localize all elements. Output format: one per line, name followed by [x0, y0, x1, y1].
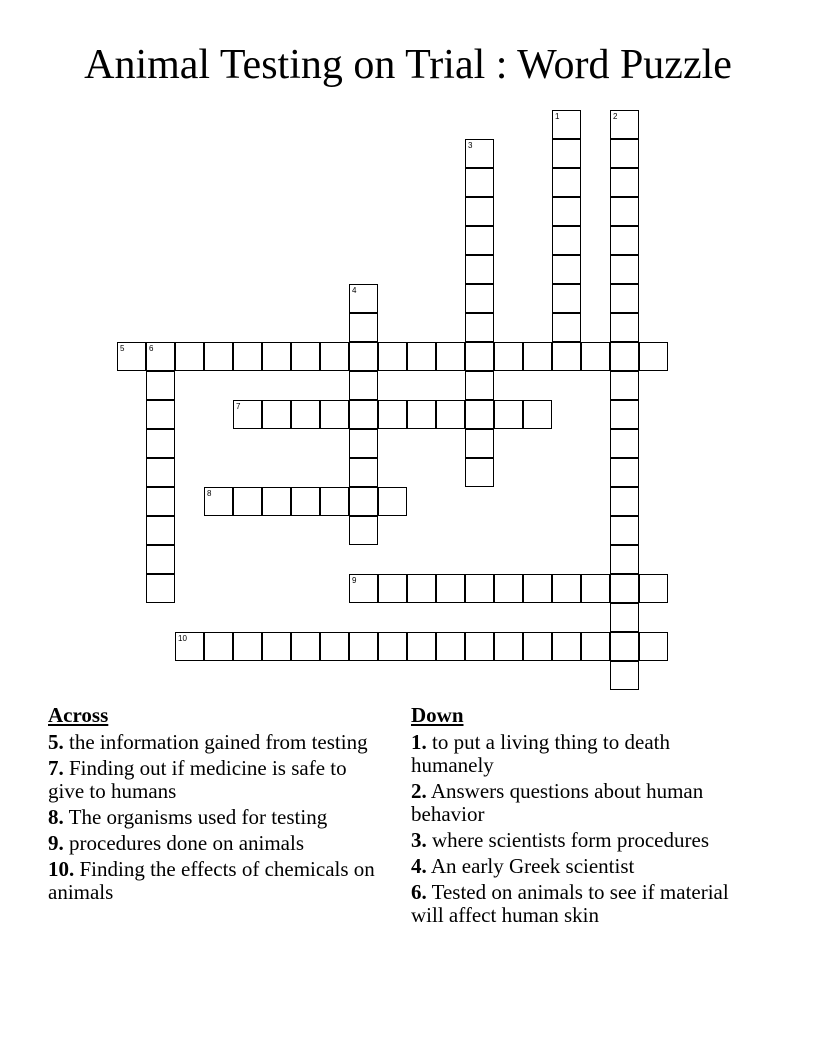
grid-cell[interactable]	[146, 516, 175, 545]
grid-cell[interactable]	[523, 400, 552, 429]
grid-cell[interactable]	[610, 255, 639, 284]
grid-cell[interactable]	[320, 632, 349, 661]
grid-cell[interactable]	[349, 313, 378, 342]
grid-cell[interactable]	[146, 371, 175, 400]
clue-number: 3.	[411, 828, 427, 852]
grid-cell[interactable]	[291, 487, 320, 516]
clue-across-10	[48, 858, 388, 904]
grid-cell[interactable]	[465, 458, 494, 487]
grid-cell[interactable]	[465, 197, 494, 226]
grid-cell[interactable]	[552, 110, 581, 139]
clue-number: 6.	[411, 880, 427, 904]
grid-cell[interactable]	[465, 168, 494, 197]
grid-cell[interactable]	[378, 487, 407, 516]
grid-cell[interactable]	[465, 574, 494, 603]
grid-cell[interactable]	[581, 342, 610, 371]
grid-cell[interactable]	[610, 487, 639, 516]
grid-cell[interactable]	[465, 284, 494, 313]
clue-across-5	[48, 731, 388, 754]
grid-cell[interactable]	[639, 632, 668, 661]
grid-cell[interactable]	[349, 400, 378, 429]
cell-number: 8	[207, 489, 212, 498]
grid-cell[interactable]	[465, 255, 494, 284]
cell-number: 4	[352, 286, 357, 295]
grid-cell[interactable]	[465, 371, 494, 400]
grid-cell[interactable]	[552, 168, 581, 197]
grid-cell[interactable]	[610, 342, 639, 371]
grid-cell[interactable]	[610, 197, 639, 226]
grid-cell[interactable]	[465, 429, 494, 458]
grid-cell[interactable]	[494, 632, 523, 661]
puzzle-title: Animal Testing on Trial : Word Puzzle	[84, 42, 732, 88]
grid-cell[interactable]	[523, 632, 552, 661]
grid-cell[interactable]	[146, 400, 175, 429]
grid-cell[interactable]	[610, 313, 639, 342]
grid-cell[interactable]	[465, 226, 494, 255]
clue-across-7	[48, 757, 388, 803]
grid-cell[interactable]	[610, 545, 639, 574]
grid-cell[interactable]	[378, 342, 407, 371]
clue-text: Tested on animals to see if material will affect human skin	[411, 880, 729, 927]
grid-cell[interactable]	[146, 458, 175, 487]
clue-number: 7.	[48, 756, 64, 780]
grid-cell[interactable]	[552, 313, 581, 342]
grid-cell[interactable]	[610, 168, 639, 197]
grid-cell[interactable]	[494, 574, 523, 603]
clue-number: 4.	[411, 854, 427, 878]
clue-text: to put a living thing to death humanely	[411, 730, 670, 777]
cell-number: 7	[236, 402, 241, 411]
grid-cell[interactable]	[233, 400, 262, 429]
grid-cell[interactable]	[639, 342, 668, 371]
grid-cell[interactable]	[349, 458, 378, 487]
clue-number: 8.	[48, 805, 64, 829]
grid-cell[interactable]	[204, 342, 233, 371]
grid-cell[interactable]	[407, 342, 436, 371]
grid-cell[interactable]	[552, 226, 581, 255]
grid-cell[interactable]	[291, 400, 320, 429]
grid-cell[interactable]	[262, 400, 291, 429]
grid-cell[interactable]	[204, 632, 233, 661]
clue-number: 2.	[411, 779, 427, 803]
cell-number: 2	[613, 112, 618, 121]
clue-text: the information gained from testing	[63, 730, 368, 754]
clue-text: The organisms used for testing	[63, 805, 328, 829]
grid-cell[interactable]	[465, 342, 494, 371]
clue-down-2	[411, 780, 731, 826]
grid-cell[interactable]	[349, 516, 378, 545]
grid-cell[interactable]	[204, 487, 233, 516]
grid-cell[interactable]	[610, 139, 639, 168]
grid-cell[interactable]	[610, 632, 639, 661]
grid-cell[interactable]	[494, 342, 523, 371]
clue-text: An early Greek scientist	[426, 854, 635, 878]
grid-cell[interactable]	[262, 342, 291, 371]
grid-cell[interactable]	[291, 342, 320, 371]
grid-cell[interactable]	[552, 255, 581, 284]
down-heading: Down	[411, 703, 464, 727]
down-clues	[411, 704, 731, 930]
grid-cell[interactable]	[552, 632, 581, 661]
grid-cell[interactable]	[465, 313, 494, 342]
grid-cell[interactable]	[407, 400, 436, 429]
clue-text: procedures done on animals	[63, 831, 305, 855]
grid-cell[interactable]	[262, 487, 291, 516]
clue-down-1	[411, 731, 731, 777]
grid-cell[interactable]	[378, 632, 407, 661]
grid-cell[interactable]	[610, 400, 639, 429]
grid-cell[interactable]	[407, 632, 436, 661]
grid-cell[interactable]	[407, 574, 436, 603]
grid-cell[interactable]	[436, 342, 465, 371]
grid-cell[interactable]	[523, 342, 552, 371]
grid-cell[interactable]	[349, 487, 378, 516]
clue-text: where scientists form procedures	[426, 828, 709, 852]
grid-cell[interactable]	[349, 429, 378, 458]
grid-cell[interactable]	[610, 661, 639, 690]
grid-cell[interactable]	[233, 632, 262, 661]
grid-cell[interactable]	[175, 342, 204, 371]
clue-text: Finding the effects of chemicals on animals	[48, 857, 375, 904]
grid-cell[interactable]	[465, 139, 494, 168]
grid-cell[interactable]	[146, 545, 175, 574]
grid-cell[interactable]	[639, 574, 668, 603]
grid-cell[interactable]	[291, 632, 320, 661]
grid-cell[interactable]	[552, 197, 581, 226]
grid-cell[interactable]	[581, 574, 610, 603]
grid-cell[interactable]	[465, 632, 494, 661]
grid-cell[interactable]	[436, 632, 465, 661]
clue-down-4	[411, 855, 731, 878]
clue-down-3	[411, 829, 731, 852]
grid-cell[interactable]	[349, 284, 378, 313]
grid-cell[interactable]	[523, 574, 552, 603]
grid-cell[interactable]	[465, 400, 494, 429]
grid-cell[interactable]	[233, 487, 262, 516]
clue-number: 9.	[48, 831, 64, 855]
grid-cell[interactable]	[320, 342, 349, 371]
cell-number: 5	[120, 344, 125, 353]
cell-number: 3	[468, 141, 473, 150]
grid-cell[interactable]	[610, 603, 639, 632]
grid-cell[interactable]	[436, 400, 465, 429]
grid-cell[interactable]	[581, 632, 610, 661]
clue-across-8	[48, 806, 388, 829]
grid-cell[interactable]	[117, 342, 146, 371]
cell-number: 9	[352, 576, 357, 585]
across-heading: Across	[48, 703, 109, 727]
clue-down-6	[411, 881, 731, 927]
cell-number: 6	[149, 344, 154, 353]
grid-cell[interactable]	[233, 342, 262, 371]
grid-cell[interactable]	[378, 574, 407, 603]
grid-cell[interactable]	[146, 487, 175, 516]
grid-cell[interactable]	[320, 400, 349, 429]
clue-text: Finding out if medicine is safe to give to humans	[48, 756, 347, 803]
cell-number: 10	[178, 634, 187, 643]
grid-cell[interactable]	[378, 400, 407, 429]
grid-cell[interactable]	[146, 429, 175, 458]
grid-cell[interactable]	[552, 284, 581, 313]
grid-cell[interactable]	[320, 487, 349, 516]
grid-cell[interactable]	[349, 342, 378, 371]
clue-across-9	[48, 832, 388, 855]
clue-number: 10.	[48, 857, 75, 881]
grid-cell[interactable]	[610, 574, 639, 603]
grid-cell[interactable]	[610, 516, 639, 545]
grid-cell[interactable]	[552, 574, 581, 603]
grid-cell[interactable]	[436, 574, 465, 603]
grid-cell[interactable]	[349, 632, 378, 661]
grid-cell[interactable]	[262, 632, 291, 661]
clue-number: 1.	[411, 730, 427, 754]
grid-cell[interactable]	[610, 371, 639, 400]
grid-cell[interactable]	[175, 632, 204, 661]
grid-cell[interactable]	[494, 400, 523, 429]
clue-number: 5.	[48, 730, 64, 754]
grid-cell[interactable]	[610, 110, 639, 139]
grid-cell[interactable]	[349, 574, 378, 603]
grid-cell[interactable]	[610, 226, 639, 255]
across-clues	[48, 704, 388, 907]
grid-cell[interactable]	[552, 342, 581, 371]
grid-cell[interactable]	[610, 429, 639, 458]
grid-cell[interactable]	[146, 574, 175, 603]
grid-cell[interactable]	[552, 139, 581, 168]
grid-cell[interactable]	[349, 371, 378, 400]
clue-text: Answers questions about human behavior	[411, 779, 704, 826]
grid-cell[interactable]	[610, 458, 639, 487]
cell-number: 1	[555, 112, 560, 121]
grid-cell[interactable]	[610, 284, 639, 313]
grid-cell[interactable]	[146, 342, 175, 371]
